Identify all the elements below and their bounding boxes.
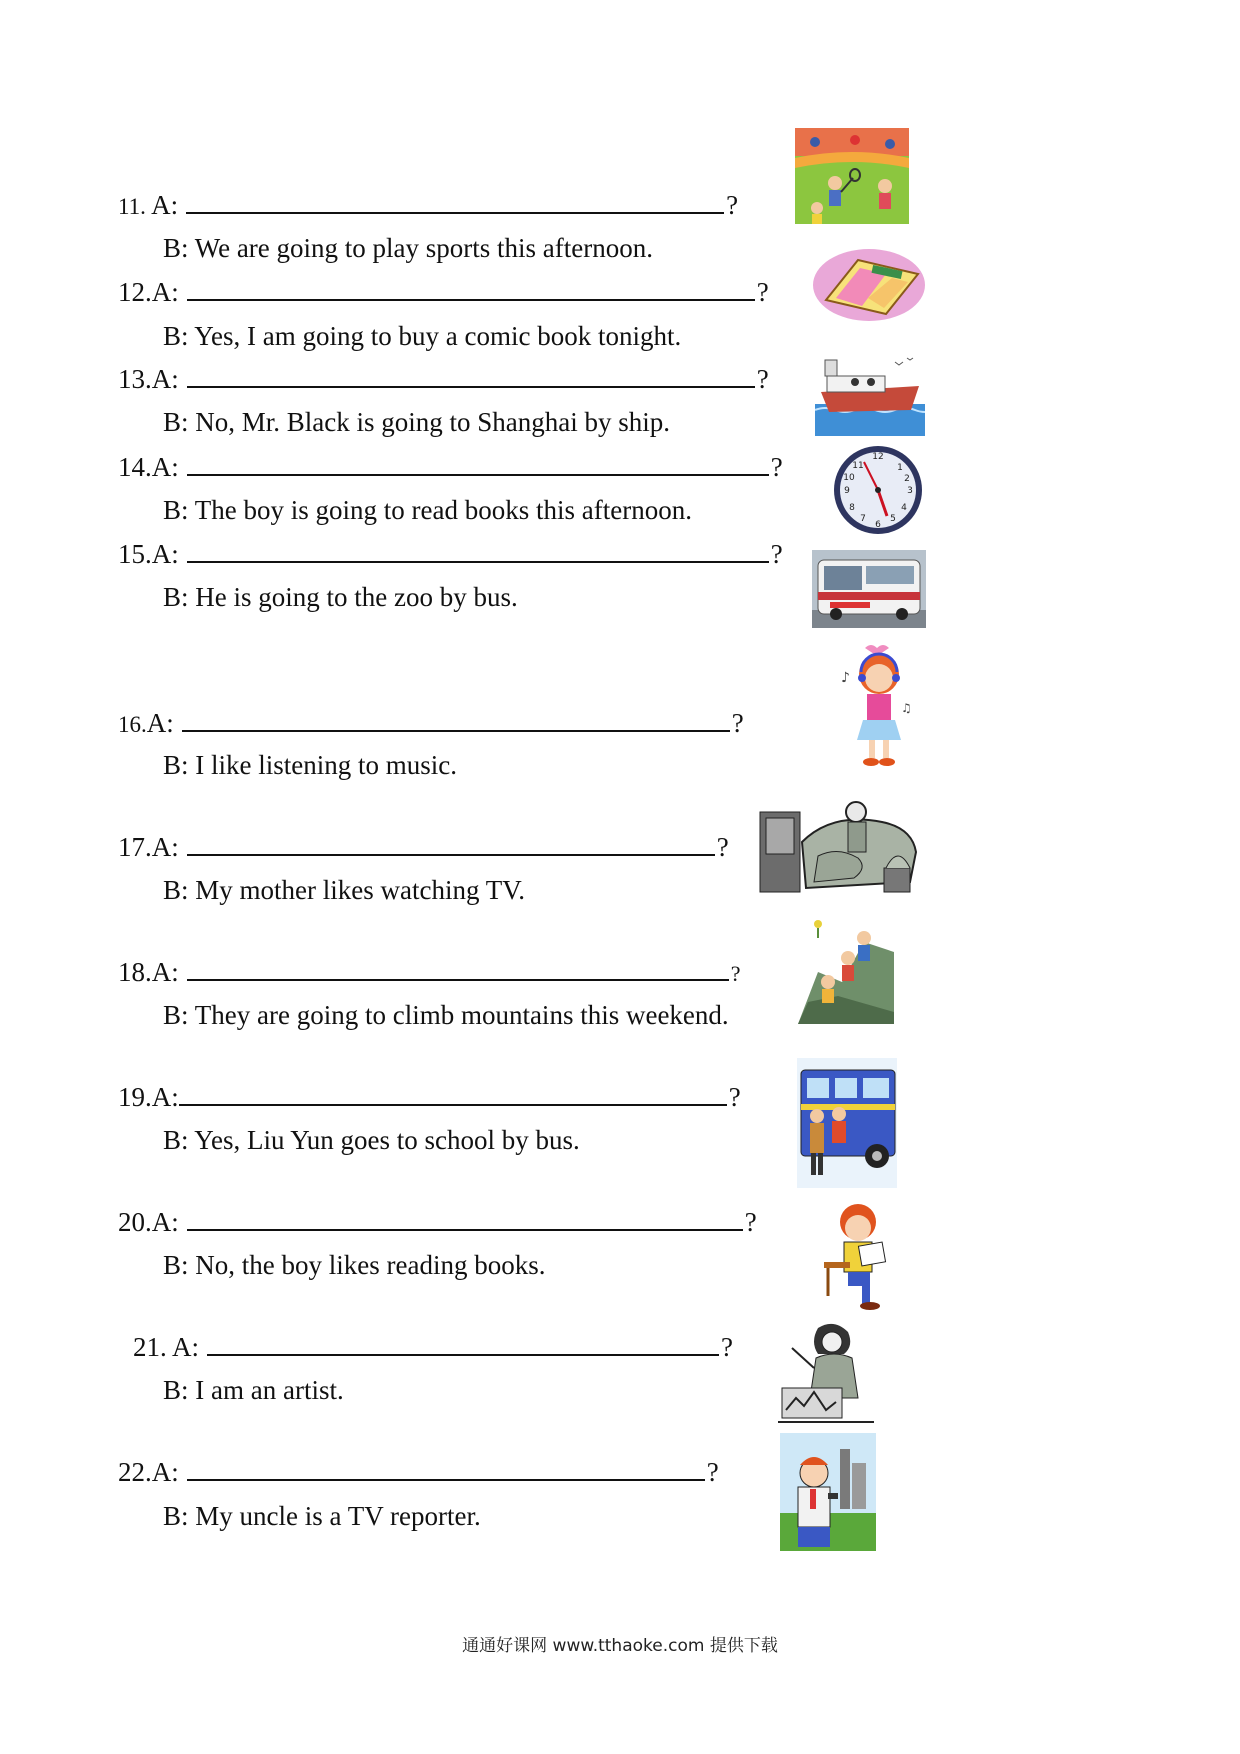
answer-blank[interactable]: [187, 362, 755, 388]
answer-blank[interactable]: [187, 830, 715, 856]
svg-text:1: 1: [897, 463, 903, 473]
answer-text: B: My uncle is a TV reporter.: [163, 1501, 481, 1531]
answer-blank[interactable]: [207, 1330, 719, 1356]
question-number: 11.: [118, 194, 146, 219]
answer-text: B: My mother likes watching TV.: [163, 875, 525, 905]
clock-picture: [830, 444, 928, 536]
answer-blank[interactable]: [187, 1455, 705, 1481]
question-line: [118, 537, 783, 570]
woman-watching-tv-picture: [758, 798, 920, 908]
question-number: 17.: [118, 832, 152, 862]
question-mark: ?: [731, 708, 744, 738]
question-line: [118, 450, 783, 483]
answer-blank[interactable]: [187, 275, 755, 301]
question-a-label: A:: [151, 277, 179, 307]
svg-text:4: 4: [901, 503, 907, 513]
girl-listening-music-picture: [835, 642, 915, 772]
artist-painting-picture: [778, 1318, 874, 1428]
question-number: 18.: [118, 957, 152, 987]
question-line: [118, 188, 738, 223]
question-line: [118, 362, 769, 395]
question-number: 13.: [118, 364, 152, 394]
question-a-label: A:: [172, 1332, 200, 1362]
children-climbing-mountain-picture: [798, 912, 894, 1024]
question-number: 15.: [118, 539, 152, 569]
kids-playing-sports-picture: [795, 128, 909, 224]
footer-text: 通通好课网 www.tthaoke.com 提供下载: [462, 1636, 778, 1656]
question-line: [118, 275, 769, 308]
question-a-label: A:: [151, 957, 179, 987]
question-mark: ?: [756, 277, 769, 307]
question-a-label: A:: [151, 1457, 179, 1487]
question-line: [118, 1205, 757, 1238]
question-mark: ?: [706, 1457, 719, 1487]
question-a-label: A:: [151, 364, 179, 394]
answer-text: B: I like listening to music.: [163, 750, 457, 780]
svg-text:6: 6: [875, 520, 881, 530]
question-line: [118, 706, 744, 741]
question-a-label: A:: [151, 832, 179, 862]
answer-text: B: No, Mr. Black is going to Shanghai by ship.: [163, 407, 671, 437]
question-mark: ?: [721, 1332, 733, 1362]
svg-text:♫: ♫: [901, 701, 912, 715]
question-mark: ?: [770, 452, 783, 482]
question-a-label: A:: [151, 452, 179, 482]
answer-blank[interactable]: [186, 188, 724, 214]
svg-text:3: 3: [907, 486, 913, 496]
question-line: [118, 1455, 719, 1488]
question-number: 16.: [118, 712, 147, 737]
question-mark: ?: [716, 832, 729, 862]
answer-blank[interactable]: [187, 955, 729, 981]
question-a-label: A:: [151, 1207, 179, 1237]
question-mark: ?: [744, 1207, 757, 1237]
question-line: [118, 830, 729, 863]
question-line: [118, 955, 741, 990]
answer-text: B: They are going to climb mountains this weekend.: [163, 1000, 729, 1030]
answer-text: B: I am an artist.: [163, 1375, 344, 1405]
question-number: 21.: [133, 1332, 167, 1362]
question-mark: ?: [770, 539, 783, 569]
svg-text:7: 7: [860, 514, 866, 524]
question-line: [133, 1330, 733, 1363]
question-mark: ?: [730, 961, 741, 986]
answer-text: B: Yes, I am going to buy a comic book tonight.: [163, 321, 682, 351]
ship-picture: [815, 352, 925, 436]
answer-blank[interactable]: [187, 1205, 743, 1231]
question-mark: ?: [728, 1082, 741, 1112]
svg-text:12: 12: [872, 452, 884, 462]
svg-text:9: 9: [844, 486, 850, 496]
svg-text:11: 11: [852, 461, 864, 471]
question-number: 12.: [118, 277, 152, 307]
question-a-label: A:: [146, 708, 174, 738]
question-number: 19.: [118, 1082, 152, 1112]
question-a-label: A:: [151, 190, 179, 220]
answer-text: B: He is going to the zoo by bus.: [163, 582, 518, 612]
answer-text: B: No, the boy likes reading books.: [163, 1250, 546, 1280]
question-number: 14.: [118, 452, 152, 482]
svg-text:10: 10: [843, 473, 855, 483]
svg-text:5: 5: [890, 514, 896, 524]
answer-blank[interactable]: [187, 450, 769, 476]
question-mark: ?: [756, 364, 769, 394]
comic-book-picture: [812, 248, 926, 322]
svg-text:8: 8: [849, 503, 855, 513]
question-number: 22.: [118, 1457, 152, 1487]
answer-blank[interactable]: [179, 1080, 727, 1106]
svg-text:2: 2: [904, 474, 910, 484]
answer-text: B: We are going to play sports this afternoon.: [163, 233, 653, 263]
boy-reading-picture: [818, 1200, 890, 1312]
answer-text: B: Yes, Liu Yun goes to school by bus.: [163, 1125, 580, 1155]
tv-reporter-picture: [780, 1433, 876, 1551]
children-boarding-bus-picture: [797, 1058, 897, 1188]
svg-text:♪: ♪: [841, 670, 850, 686]
question-number: 20.: [118, 1207, 152, 1237]
question-mark: ?: [726, 190, 739, 220]
answer-text: B: The boy is going to read books this afternoon.: [163, 495, 692, 525]
question-line: [118, 1080, 741, 1113]
answer-blank[interactable]: [182, 706, 730, 732]
question-a-label: A:: [151, 539, 179, 569]
answer-blank[interactable]: [187, 537, 769, 563]
bus-picture: [812, 550, 926, 628]
question-a-label: A:: [151, 1082, 179, 1112]
